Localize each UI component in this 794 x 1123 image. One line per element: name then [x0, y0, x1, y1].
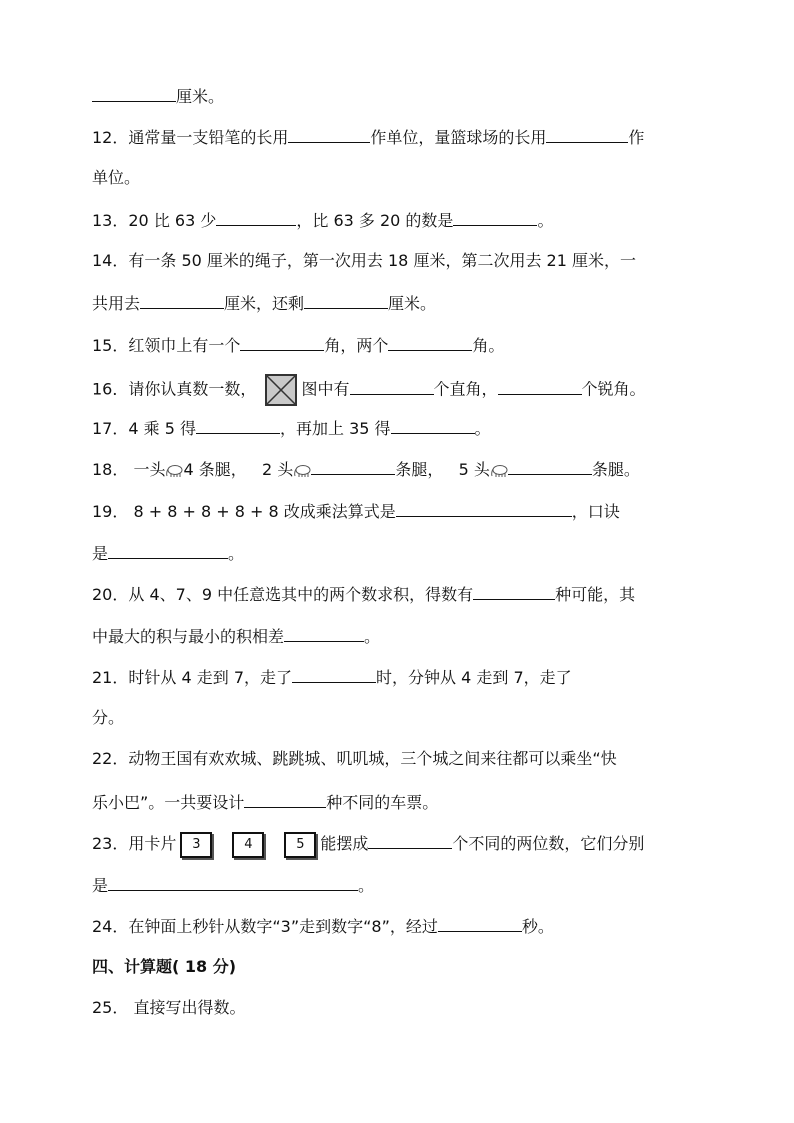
elephant-icon	[293, 464, 311, 478]
question-13: 13．20 比 63 少 ，比 63 多 20 的数是 。	[92, 208, 553, 232]
answer-blank[interactable]	[453, 208, 537, 226]
elephant-icon	[165, 464, 183, 478]
elephant-icon	[490, 464, 508, 478]
question-22-line2: 乐小巴”。一共要设计 种不同的车票。	[92, 790, 438, 814]
crossed-square-figure-icon	[265, 374, 297, 406]
answer-blank[interactable]	[473, 582, 555, 600]
question-24: 24．在钟面上秒针从数字“3”走到数字“8”，经过 秒。	[92, 914, 554, 938]
section-title-calculation: 四、计算题( 18 分)	[92, 957, 237, 976]
question-12-line2: 单位。	[92, 168, 141, 187]
number-card-5: 5	[284, 832, 316, 858]
answer-blank[interactable]	[391, 416, 475, 434]
answer-blank[interactable]	[288, 125, 370, 143]
answer-blank[interactable]	[108, 873, 358, 891]
question-25: 25． 直接写出得数。	[92, 998, 246, 1017]
answer-blank[interactable]	[292, 665, 376, 683]
question-19: 19． 8 + 8 + 8 + 8 + 8 改成乘法算式是 ，口诀	[92, 499, 620, 523]
answer-blank[interactable]	[244, 790, 326, 808]
answer-blank[interactable]	[396, 499, 572, 517]
answer-blank[interactable]	[368, 831, 452, 849]
answer-blank[interactable]	[546, 125, 628, 143]
answer-blank[interactable]	[438, 914, 522, 932]
question-21-line2: 分。	[92, 708, 125, 727]
question-22: 22．动物王国有欢欢城、跳跳城、叽叽城，三个城之间来往都可以乘坐“快	[92, 749, 617, 768]
q11-continuation: 厘米。	[92, 84, 224, 108]
question-15: 15．红领巾上有一个 角，两个 角。	[92, 333, 504, 357]
question-19-line2: 是 。	[92, 541, 244, 565]
answer-blank[interactable]	[216, 208, 296, 226]
question-14-line2: 共用去 厘米，还剩 厘米。	[92, 291, 436, 315]
answer-blank[interactable]	[92, 84, 176, 102]
answer-blank[interactable]	[311, 457, 395, 475]
answer-blank[interactable]	[196, 416, 280, 434]
number-card-3: 3	[180, 832, 212, 858]
question-23: 23．用卡片 3 4 5 能摆成 个不同的两位数，它们分别	[92, 831, 644, 858]
answer-blank[interactable]	[140, 291, 224, 309]
answer-blank[interactable]	[498, 377, 582, 395]
question-20-line2: 中最大的积与最小的积相差 。	[92, 624, 380, 648]
question-16: 16．请你认真数一数， 图中有 个直角， 个锐角。	[92, 374, 646, 406]
number-card-4: 4	[232, 832, 264, 858]
answer-blank[interactable]	[388, 333, 472, 351]
question-21: 21．时针从 4 走到 7，走了 时，分钟从 4 走到 7，走了	[92, 665, 572, 689]
answer-blank[interactable]	[350, 377, 434, 395]
question-18: 18． 一头 4 条腿， 2 头 条腿， 5 头 条腿。	[92, 457, 640, 481]
answer-blank[interactable]	[508, 457, 592, 475]
answer-blank[interactable]	[284, 624, 364, 642]
question-17: 17．4 乘 5 得 ，再加上 35 得 。	[92, 416, 491, 440]
answer-blank[interactable]	[240, 333, 324, 351]
question-23-line2: 是 。	[92, 873, 374, 897]
question-20: 20．从 4、7、9 中任意选其中的两个数求积，得数有 种可能，其	[92, 582, 635, 606]
answer-blank[interactable]	[108, 541, 228, 559]
answer-blank[interactable]	[304, 291, 388, 309]
question-14: 14．有一条 50 厘米的绳子，第一次用去 18 厘米，第二次用去 21 厘米，一	[92, 251, 636, 270]
question-12: 12．通常量一支铅笔的长用 作单位，量篮球场的长用 作	[92, 125, 644, 149]
